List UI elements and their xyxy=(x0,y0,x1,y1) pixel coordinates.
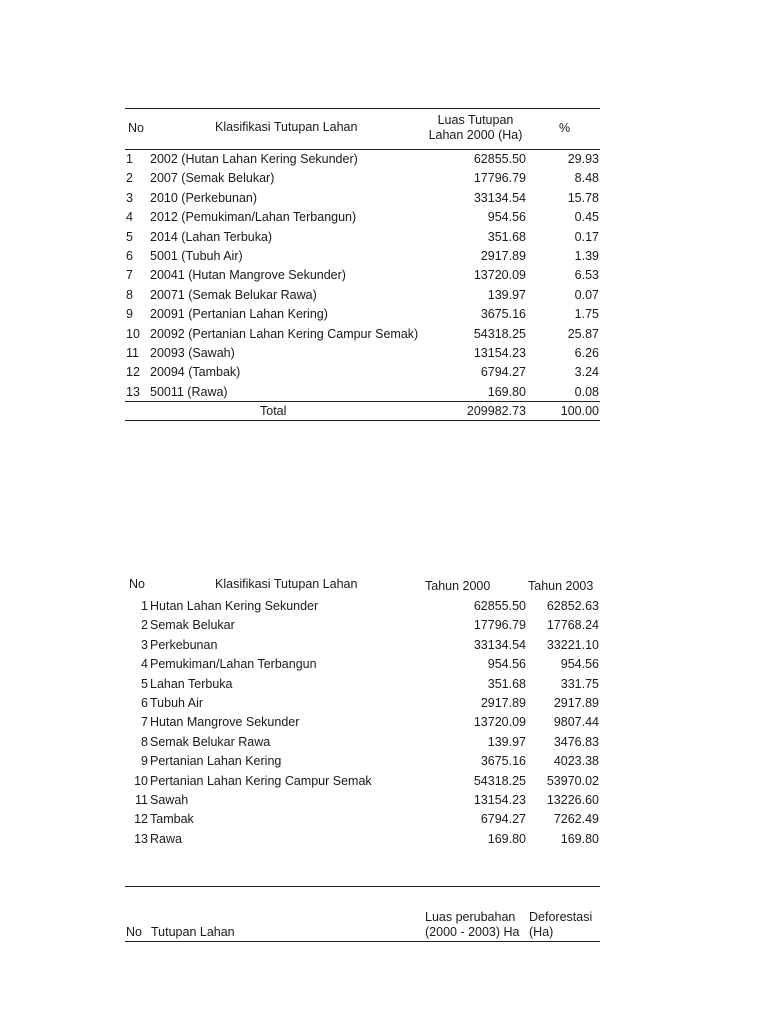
table3-top-rule xyxy=(125,886,600,887)
table2-row-name: Sawah xyxy=(150,793,189,807)
table1-row-no: 6 xyxy=(126,249,133,263)
table1-row-pct: 29.93 xyxy=(567,152,599,166)
table2-row-name: Semak Belukar Rawa xyxy=(150,735,271,749)
table1-row-no: 5 xyxy=(126,230,133,244)
table2-row-no: 5 xyxy=(141,677,148,691)
table2-row-2000: 13154.23 xyxy=(473,793,526,807)
table1-row-no: 2 xyxy=(126,171,133,185)
table3-header-def-line2: (Ha) xyxy=(529,925,554,939)
table2-row-2003: 3476.83 xyxy=(553,735,599,749)
table2-row-2000: 17796.79 xyxy=(473,618,526,632)
table1-row-luas: 13720.09 xyxy=(473,268,526,282)
table1-row-name: 2012 (Pemukiman/Lahan Terbangun) xyxy=(150,210,357,224)
table2-row-2000: 62855.50 xyxy=(473,599,526,613)
table1-row-name: 5001 (Tubuh Air) xyxy=(150,249,243,263)
table1-row-no: 10 xyxy=(126,327,140,341)
table2-row-2003: 13226.60 xyxy=(546,793,599,807)
table2-row-no: 6 xyxy=(141,696,148,710)
table2-row-2003: 4023.38 xyxy=(553,754,599,768)
table1-row-name: 20094 (Tambak) xyxy=(150,365,241,379)
table2-row-2003: 53970.02 xyxy=(546,774,599,788)
table2-row-name: Lahan Terbuka xyxy=(150,677,233,691)
table1-row-name: 2002 (Hutan Lahan Kering Sekunder) xyxy=(150,152,358,166)
table1-row-name: 20071 (Semak Belukar Rawa) xyxy=(150,288,317,302)
table1-bottom-rule xyxy=(125,420,600,421)
table2-row-no: 8 xyxy=(141,735,148,749)
table2-row-2003: 2917.89 xyxy=(553,696,599,710)
table1-row-pct: 8.48 xyxy=(574,171,599,185)
table2-row-no: 4 xyxy=(141,657,148,671)
table1-row-luas: 6794.27 xyxy=(480,365,526,379)
table2-row-2000: 54318.25 xyxy=(473,774,526,788)
table2-row-name: Tubuh Air xyxy=(150,696,204,710)
table1-header-no: No xyxy=(128,121,144,135)
table2-row-2003: 169.80 xyxy=(560,832,599,846)
table1-total-rule xyxy=(125,401,600,402)
table2-row-name: Hutan Mangrove Sekunder xyxy=(150,715,300,729)
table2-row-2000: 169.80 xyxy=(487,832,526,846)
table1-row-pct: 1.75 xyxy=(574,307,599,321)
table1-row-name: 20091 (Pertanian Lahan Kering) xyxy=(150,307,328,321)
table2-row-2000: 351.68 xyxy=(487,677,526,691)
table2-header-no: No xyxy=(129,577,145,591)
table2-row-name: Tambak xyxy=(150,812,194,826)
table1-header-luas-line1: Luas Tutupan xyxy=(437,113,514,127)
table1-row-no: 11 xyxy=(126,346,139,360)
table1-total-luas: 209982.73 xyxy=(466,404,526,418)
table3-header-def-line1: Deforestasi xyxy=(529,910,593,924)
table2-row-no: 12 xyxy=(134,812,148,826)
table2-row-name: Semak Belukar xyxy=(150,618,235,632)
table1-row-pct: 0.45 xyxy=(574,210,599,224)
table1-header-klasifikasi: Klasifikasi Tutupan Lahan xyxy=(215,120,358,134)
table2-row-2003: 7262.49 xyxy=(553,812,599,826)
table2-row-no: 11 xyxy=(135,793,148,807)
table2-row-no: 3 xyxy=(141,638,148,652)
table1-row-luas: 33134.54 xyxy=(473,191,526,205)
table2-row-2000: 139.97 xyxy=(487,735,526,749)
table1-row-pct: 0.17 xyxy=(574,230,599,244)
table3-header-rule xyxy=(125,941,600,942)
table2-header-klasifikasi: Klasifikasi Tutupan Lahan xyxy=(215,577,358,591)
table1-row-luas: 351.68 xyxy=(487,230,526,244)
table3-header-tutupan: Tutupan Lahan xyxy=(151,925,235,939)
table1-row-no: 8 xyxy=(126,288,133,302)
table1-row-luas: 954.56 xyxy=(487,210,526,224)
table1-row-no: 1 xyxy=(126,152,133,166)
table1-row-no: 12 xyxy=(126,365,140,379)
table1-row-name: 20092 (Pertanian Lahan Kering Campur Semak) xyxy=(150,327,419,341)
table2-row-2003: 954.56 xyxy=(560,657,599,671)
table2-row-name: Perkebunan xyxy=(150,638,218,652)
table1-row-no: 3 xyxy=(126,191,133,205)
table2-row-2003: 62852.63 xyxy=(546,599,599,613)
table2-row-2000: 6794.27 xyxy=(480,812,526,826)
table1-top-rule xyxy=(125,108,600,109)
table1-row-name: 2010 (Perkebunan) xyxy=(150,191,258,205)
table1-row-pct: 25.87 xyxy=(567,327,599,341)
table1-row-pct: 0.07 xyxy=(574,288,599,302)
table2-row-2003: 331.75 xyxy=(560,677,599,691)
table2-row-2003: 33221.10 xyxy=(546,638,599,652)
table2-header-tahun2000: Tahun 2000 xyxy=(425,579,491,593)
table1-row-pct: 6.26 xyxy=(574,346,599,360)
table2-row-no: 13 xyxy=(134,832,148,846)
table1-row-pct: 0.08 xyxy=(574,385,599,399)
table1-row-pct: 15.78 xyxy=(567,191,599,205)
table1-row-no: 9 xyxy=(126,307,133,321)
table1-row-pct: 1.39 xyxy=(574,249,599,263)
table2-row-name: Pemukiman/Lahan Terbangun xyxy=(150,657,317,671)
table1-row-luas: 169.80 xyxy=(487,385,526,399)
table1-row-luas: 139.97 xyxy=(487,288,526,302)
table3-header-luas-line2: (2000 - 2003) Ha xyxy=(425,925,520,939)
table2-row-name: Pertanian Lahan Kering xyxy=(150,754,282,768)
table3-header-luas-line1: Luas perubahan xyxy=(425,910,516,924)
table1-row-name: 20041 (Hutan Mangrove Sekunder) xyxy=(150,268,346,282)
table1-row-luas: 54318.25 xyxy=(473,327,526,341)
table2-row-name: Pertanian Lahan Kering Campur Semak xyxy=(150,774,372,788)
table2-row-2000: 954.56 xyxy=(487,657,526,671)
table2-row-no: 2 xyxy=(141,618,148,632)
table1-header-luas-line2: Lahan 2000 (Ha) xyxy=(428,128,523,142)
table1-row-name: 2007 (Semak Belukar) xyxy=(150,171,275,185)
table1-total-label: Total xyxy=(260,404,287,418)
table2-row-name: Hutan Lahan Kering Sekunder xyxy=(150,599,319,613)
table1-total-pct: 100.00 xyxy=(560,404,599,418)
table2-row-no: 9 xyxy=(141,754,148,768)
table1-row-pct: 6.53 xyxy=(574,268,599,282)
table1-row-luas: 2917.89 xyxy=(480,249,526,263)
table1-row-luas: 13154.23 xyxy=(473,346,526,360)
table2-header-tahun2003: Tahun 2003 xyxy=(528,579,594,593)
table2-row-no: 1 xyxy=(141,599,148,613)
table3-header-no: No xyxy=(126,925,142,939)
table1-row-name: 50011 (Rawa) xyxy=(150,385,228,399)
table1-header-pct: % xyxy=(559,121,571,135)
table2-row-2003: 9807.44 xyxy=(553,715,599,729)
table1-header-rule xyxy=(125,149,600,150)
table1-row-name: 2014 (Lahan Terbuka) xyxy=(150,230,273,244)
table1-row-name: 20093 (Sawah) xyxy=(150,346,235,360)
table1-row-pct: 3.24 xyxy=(574,365,599,379)
table2-row-no: 10 xyxy=(134,774,148,788)
table2-row-2000: 33134.54 xyxy=(473,638,526,652)
table2-row-2000: 2917.89 xyxy=(480,696,526,710)
table2-row-2000: 13720.09 xyxy=(473,715,526,729)
table2-row-no: 7 xyxy=(141,715,148,729)
table2-row-2000: 3675.16 xyxy=(480,754,526,768)
table1-row-no: 13 xyxy=(126,385,140,399)
table2-row-2003: 17768.24 xyxy=(546,618,599,632)
table1-row-luas: 3675.16 xyxy=(480,307,526,321)
table1-row-no: 4 xyxy=(126,210,133,224)
table1-row-luas: 62855.50 xyxy=(473,152,526,166)
table2-row-name: Rawa xyxy=(150,832,182,846)
table1-row-luas: 17796.79 xyxy=(473,171,526,185)
table1-row-no: 7 xyxy=(126,268,133,282)
